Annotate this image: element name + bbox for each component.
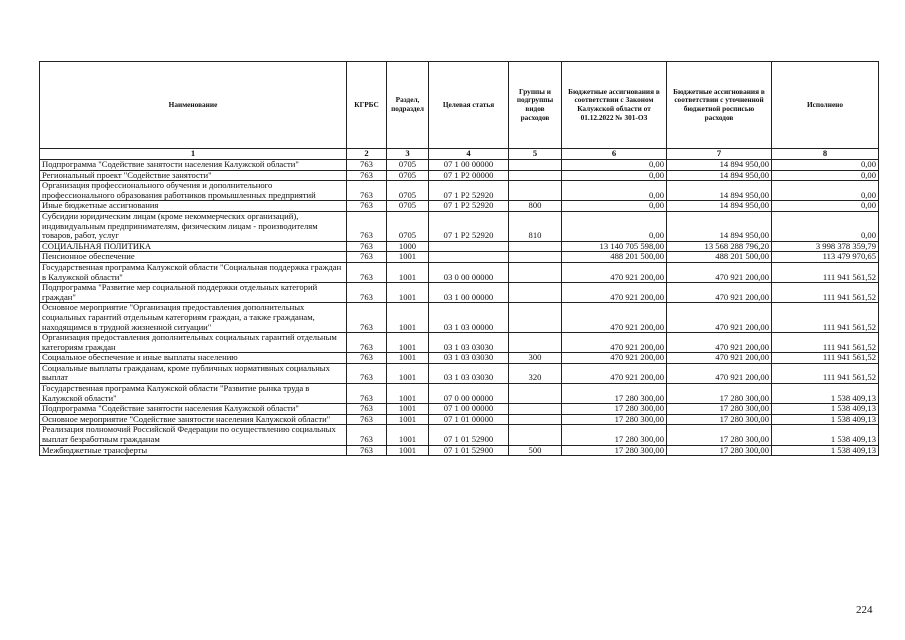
cell-expense-group bbox=[509, 425, 562, 445]
cell-executed: 0,00 bbox=[772, 181, 879, 201]
cell-expense-group bbox=[509, 384, 562, 404]
cell-target-article: 07 1 00 00000 bbox=[429, 160, 509, 171]
cell-executed: 1 538 409,13 bbox=[772, 404, 879, 415]
cell-expense-group bbox=[509, 252, 562, 263]
table-row bbox=[40, 181, 879, 201]
cell-expense-group bbox=[509, 303, 562, 333]
cell-target-article bbox=[429, 252, 509, 263]
header-kgrbs: КГРБС bbox=[347, 62, 387, 149]
cell-section: 1001 bbox=[387, 404, 429, 415]
cell-target-article: 07 1 P2 00000 bbox=[429, 170, 509, 181]
cell-law-allocation: 0,00 bbox=[562, 160, 667, 171]
cell-kgrbs: 763 bbox=[347, 404, 387, 415]
table-row bbox=[40, 170, 879, 181]
table-row bbox=[40, 160, 879, 171]
cell-refined-allocation: 14 894 950,00 bbox=[667, 160, 772, 171]
cell-kgrbs: 763 bbox=[347, 241, 387, 252]
cell-law-allocation: 470 921 200,00 bbox=[562, 303, 667, 333]
cell-kgrbs: 763 bbox=[347, 333, 387, 353]
table-row bbox=[40, 353, 879, 364]
cell-kgrbs: 763 bbox=[347, 425, 387, 445]
cell-section: 0705 bbox=[387, 181, 429, 201]
cell-refined-allocation: 14 894 950,00 bbox=[667, 201, 772, 212]
header-executed: Исполнено bbox=[772, 62, 879, 149]
cell-kgrbs: 763 bbox=[347, 363, 387, 383]
table-row bbox=[40, 211, 879, 241]
cell-section: 0705 bbox=[387, 170, 429, 181]
cell-refined-allocation: 470 921 200,00 bbox=[667, 303, 772, 333]
header-section: Раздел, подраздел bbox=[387, 62, 429, 149]
cell-name: СОЦИАЛЬНАЯ ПОЛИТИКА bbox=[40, 241, 347, 252]
cell-kgrbs: 763 bbox=[347, 252, 387, 263]
table-row bbox=[40, 241, 879, 252]
cell-executed: 111 941 561,52 bbox=[772, 262, 879, 282]
table-row bbox=[40, 404, 879, 415]
cell-refined-allocation: 470 921 200,00 bbox=[667, 262, 772, 282]
cell-name: Социальные выплаты гражданам, кроме публичных нормативных социальных выплат bbox=[40, 363, 347, 383]
cell-law-allocation: 470 921 200,00 bbox=[562, 363, 667, 383]
cell-law-allocation: 17 280 300,00 bbox=[562, 404, 667, 415]
cell-name: Реализация полномочий Российской Федерации по осуществлению социальных выплат безработным гражданам bbox=[40, 425, 347, 445]
cell-section: 1001 bbox=[387, 333, 429, 353]
cell-expense-group bbox=[509, 160, 562, 171]
cell-law-allocation: 17 280 300,00 bbox=[562, 414, 667, 425]
cell-name: Организация профессионального обучения и дополнительного профессионального образования работников промышленных предприятий bbox=[40, 181, 347, 201]
cell-name: Государственная программа Калужской области "Развитие рынка труда в Калужской области" bbox=[40, 384, 347, 404]
cell-refined-allocation: 17 280 300,00 bbox=[667, 384, 772, 404]
table-row bbox=[40, 384, 879, 404]
cell-kgrbs: 763 bbox=[347, 262, 387, 282]
cell-refined-allocation: 470 921 200,00 bbox=[667, 333, 772, 353]
column-number: 1 bbox=[40, 149, 347, 160]
header-target-article: Целевая статья bbox=[429, 62, 509, 149]
column-number: 6 bbox=[562, 149, 667, 160]
cell-section: 1001 bbox=[387, 414, 429, 425]
table-row bbox=[40, 363, 879, 383]
cell-executed: 111 941 561,52 bbox=[772, 353, 879, 364]
table-row bbox=[40, 425, 879, 445]
cell-executed: 0,00 bbox=[772, 170, 879, 181]
cell-section: 1001 bbox=[387, 384, 429, 404]
cell-expense-group bbox=[509, 170, 562, 181]
cell-expense-group bbox=[509, 283, 562, 303]
cell-expense-group: 800 bbox=[509, 201, 562, 212]
cell-name: Государственная программа Калужской области "Социальная поддержка граждан в Калужской области" bbox=[40, 262, 347, 282]
cell-section: 1000 bbox=[387, 241, 429, 252]
cell-target-article: 07 1 P2 52920 bbox=[429, 211, 509, 241]
cell-expense-group bbox=[509, 262, 562, 282]
cell-law-allocation: 488 201 500,00 bbox=[562, 252, 667, 263]
cell-executed: 111 941 561,52 bbox=[772, 303, 879, 333]
table-row bbox=[40, 201, 879, 212]
cell-name: Региональный проект "Содействие занятости" bbox=[40, 170, 347, 181]
cell-expense-group bbox=[509, 333, 562, 353]
table-row bbox=[40, 262, 879, 282]
cell-section: 0705 bbox=[387, 211, 429, 241]
table-row bbox=[40, 252, 879, 263]
cell-target-article: 07 1 00 00000 bbox=[429, 404, 509, 415]
header-row bbox=[40, 62, 879, 149]
cell-target-article: 03 0 00 00000 bbox=[429, 262, 509, 282]
cell-section: 1001 bbox=[387, 425, 429, 445]
cell-law-allocation: 17 280 300,00 bbox=[562, 445, 667, 456]
header-name: Наименование bbox=[40, 62, 347, 149]
cell-target-article bbox=[429, 241, 509, 252]
cell-target-article: 03 1 03 00000 bbox=[429, 303, 509, 333]
cell-expense-group: 500 bbox=[509, 445, 562, 456]
cell-target-article: 07 1 01 52900 bbox=[429, 445, 509, 456]
column-number: 7 bbox=[667, 149, 772, 160]
cell-section: 0705 bbox=[387, 201, 429, 212]
cell-law-allocation: 470 921 200,00 bbox=[562, 333, 667, 353]
cell-name: Подпрограмма "Развитие мер социальной поддержки отдельных категорий граждан" bbox=[40, 283, 347, 303]
cell-refined-allocation: 470 921 200,00 bbox=[667, 283, 772, 303]
cell-target-article: 03 1 03 03030 bbox=[429, 333, 509, 353]
header-expense-group: Группы и подгруппы видов расходов bbox=[509, 62, 562, 149]
table-row bbox=[40, 303, 879, 333]
table-row bbox=[40, 333, 879, 353]
cell-name: Основное мероприятие "Содействие занятости населения Калужской области" bbox=[40, 414, 347, 425]
column-number: 8 bbox=[772, 149, 879, 160]
cell-law-allocation: 470 921 200,00 bbox=[562, 283, 667, 303]
cell-name: Подпрограмма "Содействие занятости населения Калужской области" bbox=[40, 404, 347, 415]
cell-executed: 0,00 bbox=[772, 160, 879, 171]
cell-target-article: 03 1 00 00000 bbox=[429, 283, 509, 303]
table-row bbox=[40, 414, 879, 425]
cell-name: Иные бюджетные ассигнования bbox=[40, 201, 347, 212]
cell-law-allocation: 0,00 bbox=[562, 211, 667, 241]
cell-target-article: 03 1 03 03030 bbox=[429, 353, 509, 364]
cell-refined-allocation: 488 201 500,00 bbox=[667, 252, 772, 263]
cell-expense-group: 320 bbox=[509, 363, 562, 383]
cell-target-article: 07 0 00 00000 bbox=[429, 384, 509, 404]
cell-kgrbs: 763 bbox=[347, 445, 387, 456]
cell-target-article: 07 1 01 00000 bbox=[429, 414, 509, 425]
cell-target-article: 03 1 03 03030 bbox=[429, 363, 509, 383]
cell-law-allocation: 0,00 bbox=[562, 170, 667, 181]
column-number: 5 bbox=[509, 149, 562, 160]
cell-executed: 111 941 561,52 bbox=[772, 283, 879, 303]
cell-kgrbs: 763 bbox=[347, 170, 387, 181]
cell-kgrbs: 763 bbox=[347, 353, 387, 364]
header-law-allocations: Бюджетные ассигнования в соответствии с Законом Калужской области от 01.12.2022 № 301-ОЗ bbox=[562, 62, 667, 149]
cell-section: 1001 bbox=[387, 445, 429, 456]
cell-executed: 1 538 409,13 bbox=[772, 445, 879, 456]
cell-name: Пенсионное обеспечение bbox=[40, 252, 347, 263]
cell-refined-allocation: 470 921 200,00 bbox=[667, 353, 772, 364]
cell-executed: 1 538 409,13 bbox=[772, 425, 879, 445]
cell-section: 1001 bbox=[387, 363, 429, 383]
cell-executed: 111 941 561,52 bbox=[772, 333, 879, 353]
column-number: 4 bbox=[429, 149, 509, 160]
cell-section: 0705 bbox=[387, 160, 429, 171]
cell-section: 1001 bbox=[387, 283, 429, 303]
cell-executed: 1 538 409,13 bbox=[772, 414, 879, 425]
cell-expense-group bbox=[509, 404, 562, 415]
cell-executed: 113 479 970,65 bbox=[772, 252, 879, 263]
cell-executed: 3 998 378 359,79 bbox=[772, 241, 879, 252]
cell-section: 1001 bbox=[387, 262, 429, 282]
budget-table-sheet bbox=[39, 61, 878, 456]
column-number-row bbox=[40, 149, 879, 160]
cell-name: Организация предоставления дополнительных социальных гарантий отдельным категориям граждан bbox=[40, 333, 347, 353]
column-number: 2 bbox=[347, 149, 387, 160]
budget-table bbox=[39, 61, 879, 456]
cell-target-article: 07 1 P2 52920 bbox=[429, 201, 509, 212]
cell-section: 1001 bbox=[387, 303, 429, 333]
cell-target-article: 07 1 01 52900 bbox=[429, 425, 509, 445]
cell-expense-group bbox=[509, 414, 562, 425]
cell-refined-allocation: 14 894 950,00 bbox=[667, 211, 772, 241]
cell-expense-group bbox=[509, 181, 562, 201]
cell-executed: 0,00 bbox=[772, 201, 879, 212]
cell-kgrbs: 763 bbox=[347, 414, 387, 425]
cell-target-article: 07 1 P2 52920 bbox=[429, 181, 509, 201]
cell-law-allocation: 0,00 bbox=[562, 201, 667, 212]
cell-law-allocation: 13 140 705 598,00 bbox=[562, 241, 667, 252]
cell-law-allocation: 0,00 bbox=[562, 181, 667, 201]
table-row bbox=[40, 283, 879, 303]
cell-law-allocation: 470 921 200,00 bbox=[562, 262, 667, 282]
cell-kgrbs: 763 bbox=[347, 181, 387, 201]
cell-law-allocation: 17 280 300,00 bbox=[562, 425, 667, 445]
cell-law-allocation: 17 280 300,00 bbox=[562, 384, 667, 404]
cell-kgrbs: 763 bbox=[347, 303, 387, 333]
cell-law-allocation: 470 921 200,00 bbox=[562, 353, 667, 364]
page-number: 224 bbox=[856, 604, 873, 616]
cell-section: 1001 bbox=[387, 353, 429, 364]
cell-refined-allocation: 14 894 950,00 bbox=[667, 170, 772, 181]
cell-name: Субсидии юридическим лицам (кроме некоммерческих организаций), индивидуальным предпринимателям, физическим лицам - производителям товаров, работ, услуг bbox=[40, 211, 347, 241]
cell-refined-allocation: 17 280 300,00 bbox=[667, 445, 772, 456]
cell-expense-group: 810 bbox=[509, 211, 562, 241]
header-refined-allocations: Бюджетные ассигнования в соответствии с уточненной бюджетной росписью расходов bbox=[667, 62, 772, 149]
cell-refined-allocation: 17 280 300,00 bbox=[667, 425, 772, 445]
cell-name: Социальное обеспечение и иные выплаты населению bbox=[40, 353, 347, 364]
cell-kgrbs: 763 bbox=[347, 201, 387, 212]
table-body bbox=[40, 160, 879, 456]
column-number: 3 bbox=[387, 149, 429, 160]
cell-name: Межбюджетные трансферты bbox=[40, 445, 347, 456]
cell-refined-allocation: 14 894 950,00 bbox=[667, 181, 772, 201]
cell-kgrbs: 763 bbox=[347, 211, 387, 241]
cell-expense-group: 300 bbox=[509, 353, 562, 364]
cell-refined-allocation: 17 280 300,00 bbox=[667, 414, 772, 425]
cell-executed: 1 538 409,13 bbox=[772, 384, 879, 404]
cell-executed: 111 941 561,52 bbox=[772, 363, 879, 383]
cell-section: 1001 bbox=[387, 252, 429, 263]
cell-executed: 0,00 bbox=[772, 211, 879, 241]
cell-name: Подпрограмма "Содействие занятости населения Калужской области" bbox=[40, 160, 347, 171]
cell-refined-allocation: 470 921 200,00 bbox=[667, 363, 772, 383]
cell-kgrbs: 763 bbox=[347, 160, 387, 171]
table-row bbox=[40, 445, 879, 456]
cell-kgrbs: 763 bbox=[347, 283, 387, 303]
cell-kgrbs: 763 bbox=[347, 384, 387, 404]
cell-refined-allocation: 17 280 300,00 bbox=[667, 404, 772, 415]
cell-name: Основное мероприятие "Организация предоставления дополнительных социальных гарантий отдельным категориям граждан, а также гражданам, находящимся в трудной жизненной ситуации" bbox=[40, 303, 347, 333]
cell-refined-allocation: 13 568 288 796,20 bbox=[667, 241, 772, 252]
cell-expense-group bbox=[509, 241, 562, 252]
